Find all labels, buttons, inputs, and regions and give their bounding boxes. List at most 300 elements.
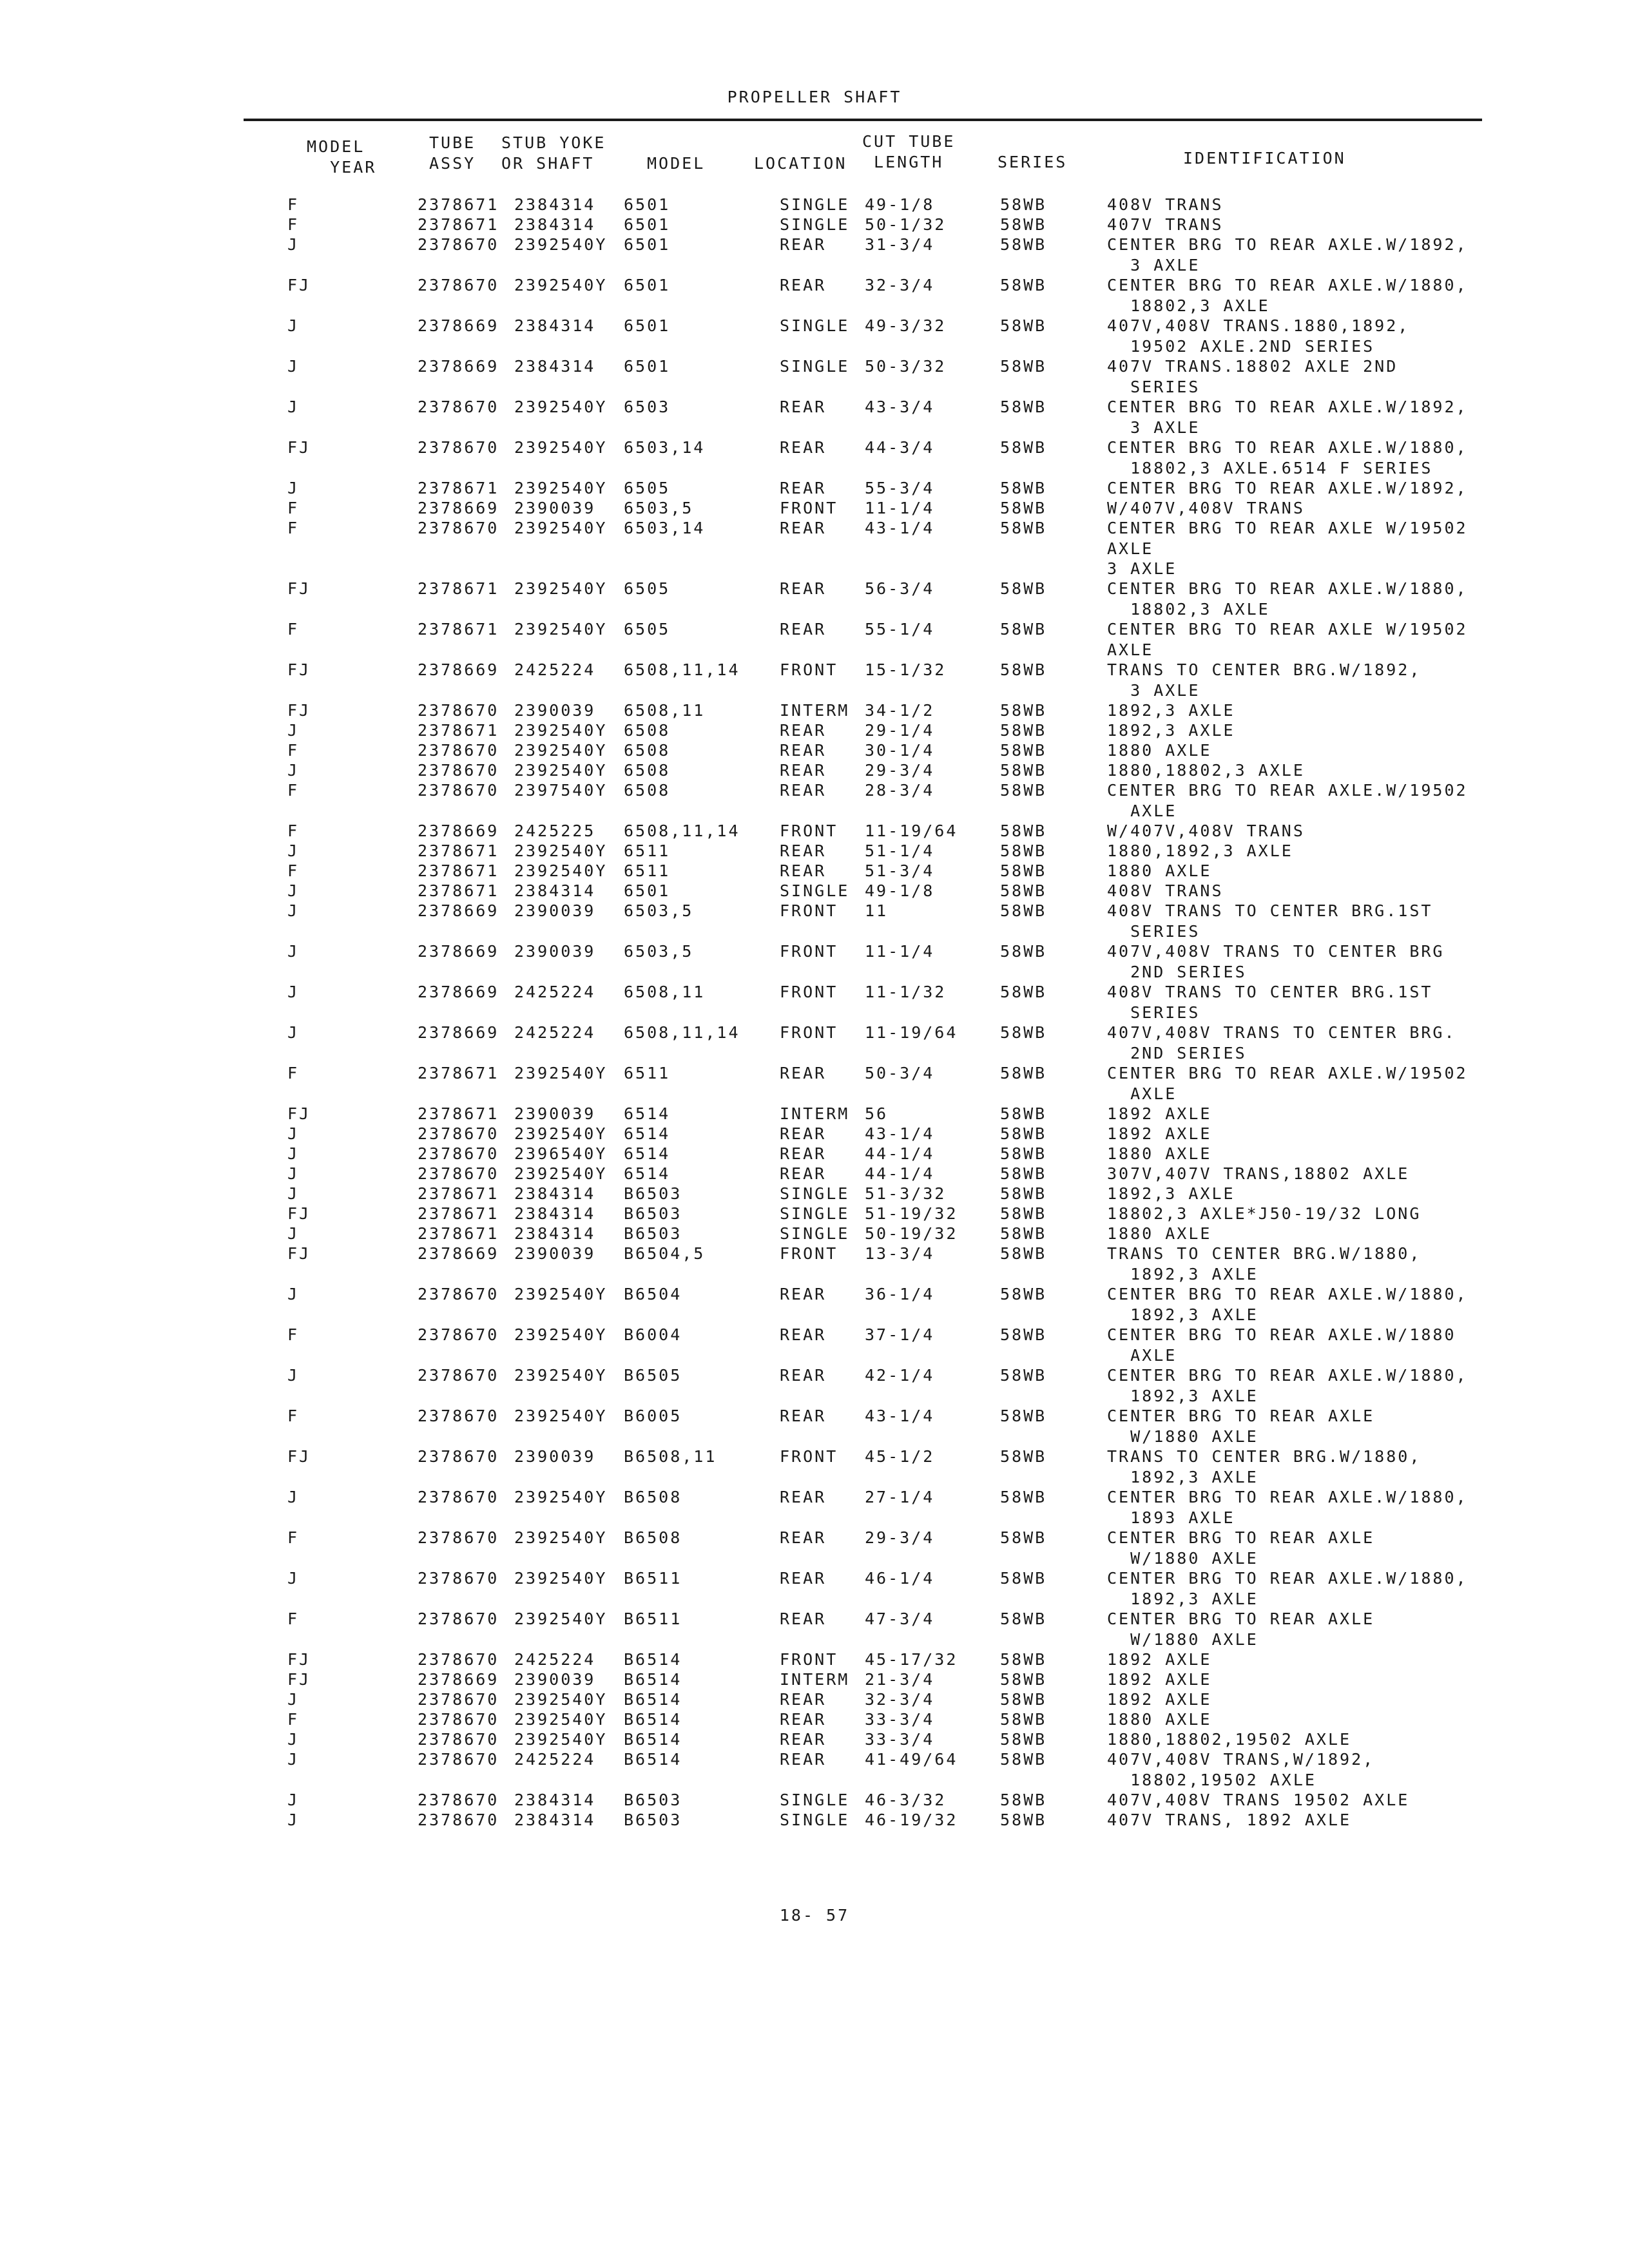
cell-series: 58WB <box>1000 1791 1047 1809</box>
cell-stub-yoke: 2392540Y <box>514 1325 608 1344</box>
cell-cut-length: 42-1/4 <box>865 1366 935 1385</box>
cell-model-year: F <box>287 195 300 214</box>
cell-identification: CENTER BRG TO REAR AXLE.W/1880 AXLE <box>1107 1325 1456 1365</box>
cell-model-year: J <box>287 901 300 920</box>
cell-location: REAR <box>780 1710 827 1729</box>
cell-tube-assy: 2378671 <box>418 215 499 234</box>
cell-model-year: J <box>287 1811 300 1829</box>
cell-model-year: F <box>287 1325 300 1344</box>
cell-model-year: FJ <box>287 1650 311 1669</box>
cell-series: 58WB <box>1000 1366 1047 1385</box>
header-model: MODEL <box>647 154 706 173</box>
cell-series: 58WB <box>1000 438 1047 457</box>
cell-stub-yoke: 2392540Y <box>514 1710 608 1729</box>
cell-model-year: FJ <box>287 701 311 720</box>
cell-model-year: J <box>287 1730 300 1749</box>
cell-identification: 1880,18802,3 AXLE <box>1107 761 1305 780</box>
cell-model: 6508,11 <box>624 701 706 720</box>
cell-tube-assy: 2378671 <box>418 479 499 497</box>
cell-cut-length: 46-3/32 <box>865 1791 947 1809</box>
cell-location: REAR <box>780 398 827 416</box>
cell-cut-length: 41-49/64 <box>865 1750 958 1769</box>
cell-series: 58WB <box>1000 499 1047 517</box>
cell-tube-assy: 2378671 <box>418 861 499 880</box>
cell-stub-yoke: 2425225 <box>514 822 596 840</box>
cell-series: 58WB <box>1000 1224 1047 1243</box>
cell-stub-yoke: 2392540Y <box>514 1124 608 1143</box>
cell-cut-length: 21-3/4 <box>865 1670 935 1689</box>
cell-stub-yoke: 2396540Y <box>514 1144 608 1163</box>
cell-cut-length: 55-3/4 <box>865 479 935 497</box>
cell-tube-assy: 2378669 <box>418 942 499 961</box>
cell-identification: 1880 AXLE <box>1107 1710 1212 1729</box>
cell-cut-length: 11 <box>865 901 889 920</box>
cell-cut-length: 33-3/4 <box>865 1730 935 1749</box>
cell-location: SINGLE <box>780 1224 850 1243</box>
cell-model: 6514 <box>624 1164 671 1183</box>
cell-cut-length: 49-3/32 <box>865 316 947 335</box>
cell-series: 58WB <box>1000 1184 1047 1203</box>
header-stub-yoke: STUB YOKE OR SHAFT <box>501 133 606 173</box>
cell-series: 58WB <box>1000 881 1047 900</box>
cell-stub-yoke: 2425224 <box>514 983 596 1001</box>
cell-identification: 407V,408V TRANS.1880,1892, 19502 AXLE.2ND SERIES <box>1107 316 1410 356</box>
cell-series: 58WB <box>1000 983 1047 1001</box>
cell-tube-assy: 2378670 <box>418 1569 499 1588</box>
cell-series: 58WB <box>1000 1244 1047 1263</box>
cell-identification: CENTER BRG TO REAR AXLE.W/1892, 3 AXLE <box>1107 398 1468 437</box>
cell-identification: 407V,408V TRANS TO CENTER BRG 2ND SERIES <box>1107 942 1445 981</box>
cell-identification: 18802,3 AXLE*J50-19/32 LONG <box>1107 1204 1422 1223</box>
cell-location: INTERM <box>780 1104 850 1123</box>
cell-series: 58WB <box>1000 1811 1047 1829</box>
cell-model: 6508,11 <box>624 983 706 1001</box>
cell-stub-yoke: 2425224 <box>514 1750 596 1769</box>
cell-model-year: F <box>287 1064 300 1082</box>
cell-tube-assy: 2378670 <box>418 1750 499 1769</box>
cell-series: 58WB <box>1000 1064 1047 1082</box>
cell-cut-length: 29-1/4 <box>865 721 935 740</box>
cell-identification: CENTER BRG TO REAR AXLE.W/1880, 1893 AXLE <box>1107 1488 1468 1527</box>
cell-identification: CENTER BRG TO REAR AXLE W/1880 AXLE <box>1107 1407 1375 1446</box>
cell-tube-assy: 2378670 <box>418 1730 499 1749</box>
cell-stub-yoke: 2392540Y <box>514 579 608 598</box>
cell-identification: TRANS TO CENTER BRG.W/1880, 1892,3 AXLE <box>1107 1244 1422 1283</box>
cell-tube-assy: 2378669 <box>418 1244 499 1263</box>
cell-tube-assy: 2378669 <box>418 901 499 920</box>
cell-model: B6504,5 <box>624 1244 706 1263</box>
cell-tube-assy: 2378670 <box>418 1164 499 1183</box>
cell-identification: 407V TRANS <box>1107 215 1224 234</box>
cell-tube-assy: 2378670 <box>418 1710 499 1729</box>
cell-series: 58WB <box>1000 781 1047 800</box>
cell-series: 58WB <box>1000 1023 1047 1042</box>
cell-stub-yoke: 2390039 <box>514 1670 596 1689</box>
cell-model: B6005 <box>624 1407 682 1425</box>
cell-tube-assy: 2378669 <box>418 983 499 1001</box>
cell-model: B6511 <box>624 1610 682 1628</box>
cell-cut-length: 47-3/4 <box>865 1610 935 1628</box>
cell-stub-yoke: 2392540Y <box>514 841 608 860</box>
cell-model-year: J <box>287 1569 300 1588</box>
cell-location: REAR <box>780 1690 827 1709</box>
cell-model-year: F <box>287 1407 300 1425</box>
cell-series: 58WB <box>1000 822 1047 840</box>
cell-series: 58WB <box>1000 316 1047 335</box>
cell-cut-length: 51-19/32 <box>865 1204 958 1223</box>
cell-model: 6508 <box>624 781 671 800</box>
cell-series: 58WB <box>1000 235 1047 254</box>
cell-cut-length: 15-1/32 <box>865 660 947 679</box>
cell-location: FRONT <box>780 983 838 1001</box>
cell-location: REAR <box>780 781 827 800</box>
cell-tube-assy: 2378670 <box>418 1325 499 1344</box>
cell-stub-yoke: 2392540Y <box>514 721 608 740</box>
cell-model-year: F <box>287 1528 300 1547</box>
header-model-year: MODEL YEAR <box>307 137 377 177</box>
cell-stub-yoke: 2392540Y <box>514 620 608 639</box>
cell-series: 58WB <box>1000 398 1047 416</box>
cell-identification: CENTER BRG TO REAR AXLE.W/1880, 1892,3 AXLE <box>1107 1569 1468 1608</box>
cell-identification: CENTER BRG TO REAR AXLE.W/19502 AXLE <box>1107 781 1468 820</box>
cell-identification: 1892 AXLE <box>1107 1690 1212 1709</box>
cell-identification: CENTER BRG TO REAR AXLE W/1880 AXLE <box>1107 1528 1375 1568</box>
cell-identification: CENTER BRG TO REAR AXLE.W/1880, 1892,3 AXLE <box>1107 1285 1468 1324</box>
cell-tube-assy: 2378671 <box>418 1224 499 1243</box>
cell-model: B6511 <box>624 1569 682 1588</box>
cell-model: B6503 <box>624 1811 682 1829</box>
cell-location: FRONT <box>780 1244 838 1263</box>
cell-identification: 1880 AXLE <box>1107 1144 1212 1163</box>
cell-model-year: F <box>287 781 300 800</box>
cell-series: 58WB <box>1000 519 1047 537</box>
cell-series: 58WB <box>1000 579 1047 598</box>
cell-model: 6508 <box>624 721 671 740</box>
cell-series: 58WB <box>1000 841 1047 860</box>
cell-identification: 407V TRANS, 1892 AXLE <box>1107 1811 1352 1829</box>
cell-tube-assy: 2378669 <box>418 1670 499 1689</box>
cell-series: 58WB <box>1000 701 1047 720</box>
cell-location: REAR <box>780 620 827 639</box>
cell-location: FRONT <box>780 660 838 679</box>
cell-stub-yoke: 2390039 <box>514 942 596 961</box>
cell-location: REAR <box>780 741 827 760</box>
cell-model: 6508 <box>624 761 671 780</box>
cell-cut-length: 11-19/64 <box>865 822 958 840</box>
cell-tube-assy: 2378671 <box>418 620 499 639</box>
cell-series: 58WB <box>1000 942 1047 961</box>
cell-model: B6504 <box>624 1285 682 1303</box>
cell-identification: TRANS TO CENTER BRG.W/1880, 1892,3 AXLE <box>1107 1447 1422 1486</box>
cell-tube-assy: 2378670 <box>418 519 499 537</box>
cell-series: 58WB <box>1000 660 1047 679</box>
cell-location: SINGLE <box>780 1184 850 1203</box>
cell-stub-yoke: 2384314 <box>514 316 596 335</box>
cell-tube-assy: 2378669 <box>418 316 499 335</box>
cell-cut-length: 32-3/4 <box>865 1690 935 1709</box>
cell-location: FRONT <box>780 901 838 920</box>
cell-location: REAR <box>780 841 827 860</box>
cell-tube-assy: 2378670 <box>418 701 499 720</box>
cell-stub-yoke: 2384314 <box>514 357 596 376</box>
cell-cut-length: 44-3/4 <box>865 438 935 457</box>
cell-identification: 1880,1892,3 AXLE <box>1107 841 1293 860</box>
cell-cut-length: 29-3/4 <box>865 761 935 780</box>
cell-location: INTERM <box>780 701 850 720</box>
cell-model-year: F <box>287 215 300 234</box>
cell-series: 58WB <box>1000 721 1047 740</box>
cell-location: SINGLE <box>780 1791 850 1809</box>
cell-cut-length: 49-1/8 <box>865 881 935 900</box>
cell-location: REAR <box>780 1488 827 1506</box>
cell-series: 58WB <box>1000 761 1047 780</box>
cell-identification: W/407V,408V TRANS <box>1107 822 1305 840</box>
cell-identification: CENTER BRG TO REAR AXLE.W/1880, 1892,3 AXLE <box>1107 1366 1468 1405</box>
cell-tube-assy: 2378670 <box>418 235 499 254</box>
cell-series: 58WB <box>1000 276 1047 294</box>
cell-stub-yoke: 2392540Y <box>514 1064 608 1082</box>
cell-cut-length: 43-3/4 <box>865 398 935 416</box>
cell-model: 6508,11,14 <box>624 1023 740 1042</box>
cell-stub-yoke: 2392540Y <box>514 438 608 457</box>
cell-stub-yoke: 2425224 <box>514 1650 596 1669</box>
cell-tube-assy: 2378670 <box>418 1811 499 1829</box>
cell-model-year: J <box>287 881 300 900</box>
cell-cut-length: 45-17/32 <box>865 1650 958 1669</box>
cell-model-year: J <box>287 479 300 497</box>
cell-model-year: F <box>287 741 300 760</box>
cell-stub-yoke: 2392540Y <box>514 479 608 497</box>
cell-cut-length: 34-1/2 <box>865 701 935 720</box>
cell-stub-yoke: 2392540Y <box>514 1285 608 1303</box>
cell-model-year: J <box>287 1023 300 1042</box>
cell-identification: 1880,18802,19502 AXLE <box>1107 1730 1352 1749</box>
cell-identification: CENTER BRG TO REAR AXLE.W/1880, 18802,3 AXLE <box>1107 276 1468 315</box>
cell-location: REAR <box>780 1325 827 1344</box>
cell-location: REAR <box>780 438 827 457</box>
cell-stub-yoke: 2392540Y <box>514 861 608 880</box>
cell-stub-yoke: 2390039 <box>514 1447 596 1466</box>
header-cut-tube-length: CUT TUBE LENGTH <box>862 132 956 171</box>
cell-stub-yoke: 2384314 <box>514 195 596 214</box>
cell-cut-length: 51-3/4 <box>865 861 935 880</box>
cell-series: 58WB <box>1000 861 1047 880</box>
cell-tube-assy: 2378669 <box>418 660 499 679</box>
cell-tube-assy: 2378671 <box>418 1184 499 1203</box>
header-identification: IDENTIFICATION <box>1183 149 1346 168</box>
cell-model-year: F <box>287 620 300 639</box>
cell-tube-assy: 2378670 <box>418 1488 499 1506</box>
cell-tube-assy: 2378671 <box>418 881 499 900</box>
cell-location: SINGLE <box>780 195 850 214</box>
cell-cut-length: 11-1/4 <box>865 499 935 517</box>
cell-series: 58WB <box>1000 1407 1047 1425</box>
cell-model: 6503 <box>624 398 671 416</box>
cell-model-year: FJ <box>287 1447 311 1466</box>
cell-cut-length: 55-1/4 <box>865 620 935 639</box>
cell-location: SINGLE <box>780 1811 850 1829</box>
cell-series: 58WB <box>1000 1710 1047 1729</box>
cell-location: FRONT <box>780 1650 838 1669</box>
cell-location: REAR <box>780 1407 827 1425</box>
cell-tube-assy: 2378669 <box>418 822 499 840</box>
cell-location: INTERM <box>780 1670 850 1689</box>
cell-cut-length: 36-1/4 <box>865 1285 935 1303</box>
cell-model: 6503,14 <box>624 519 706 537</box>
cell-model: 6503,5 <box>624 942 694 961</box>
cell-model-year: FJ <box>287 276 311 294</box>
cell-location: REAR <box>780 1730 827 1749</box>
cell-model: B6514 <box>624 1670 682 1689</box>
cell-stub-yoke: 2397540Y <box>514 781 608 800</box>
cell-cut-length: 46-1/4 <box>865 1569 935 1588</box>
cell-model: B6508,11 <box>624 1447 717 1466</box>
cell-series: 58WB <box>1000 1670 1047 1689</box>
cell-model: 6505 <box>624 479 671 497</box>
cell-model: 6503,14 <box>624 438 706 457</box>
cell-model-year: J <box>287 1124 300 1143</box>
cell-location: REAR <box>780 1366 827 1385</box>
cell-location: REAR <box>780 1144 827 1163</box>
cell-model: B6508 <box>624 1528 682 1547</box>
cell-location: REAR <box>780 1064 827 1082</box>
cell-identification: 1892 AXLE <box>1107 1650 1212 1669</box>
cell-tube-assy: 2378671 <box>418 579 499 598</box>
cell-series: 58WB <box>1000 1730 1047 1749</box>
cell-tube-assy: 2378670 <box>418 1366 499 1385</box>
cell-cut-length: 30-1/4 <box>865 741 935 760</box>
cell-model-year: J <box>287 1366 300 1385</box>
cell-identification: CENTER BRG TO REAR AXLE W/19502 AXLE <box>1107 620 1468 659</box>
cell-cut-length: 43-1/4 <box>865 519 935 537</box>
cell-identification: 408V TRANS TO CENTER BRG.1ST SERIES <box>1107 983 1433 1022</box>
header-series: SERIES <box>998 153 1068 171</box>
cell-series: 58WB <box>1000 1204 1047 1223</box>
cell-cut-length: 44-1/4 <box>865 1144 935 1163</box>
cell-cut-length: 32-3/4 <box>865 276 935 294</box>
cell-location: REAR <box>780 235 827 254</box>
cell-tube-assy: 2378671 <box>418 1204 499 1223</box>
cell-model: 6501 <box>624 215 671 234</box>
cell-stub-yoke: 2384314 <box>514 215 596 234</box>
header-tube-assy: TUBE ASSY <box>429 133 476 173</box>
cell-cut-length: 11-1/32 <box>865 983 947 1001</box>
cell-stub-yoke: 2392540Y <box>514 1164 608 1183</box>
cell-cut-length: 37-1/4 <box>865 1325 935 1344</box>
cell-cut-length: 50-19/32 <box>865 1224 958 1243</box>
cell-series: 58WB <box>1000 195 1047 214</box>
cell-tube-assy: 2378669 <box>418 1023 499 1042</box>
cell-stub-yoke: 2392540Y <box>514 1488 608 1506</box>
cell-location: REAR <box>780 276 827 294</box>
cell-series: 58WB <box>1000 1325 1047 1344</box>
cell-series: 58WB <box>1000 357 1047 376</box>
cell-model-year: J <box>287 1488 300 1506</box>
cell-series: 58WB <box>1000 1528 1047 1547</box>
cell-stub-yoke: 2390039 <box>514 499 596 517</box>
cell-tube-assy: 2378669 <box>418 499 499 517</box>
cell-model: 6501 <box>624 235 671 254</box>
cell-series: 58WB <box>1000 1690 1047 1709</box>
cell-model: 6511 <box>624 841 671 860</box>
cell-model: 6508,11,14 <box>624 822 740 840</box>
cell-identification: 407V,408V TRANS,W/1892, 18802,19502 AXLE <box>1107 1750 1375 1789</box>
cell-model: B6514 <box>624 1650 682 1669</box>
cell-series: 58WB <box>1000 1610 1047 1628</box>
cell-tube-assy: 2378670 <box>418 438 499 457</box>
cell-identification: 1880 AXLE <box>1107 741 1212 760</box>
cell-model: B6503 <box>624 1204 682 1223</box>
cell-cut-length: 27-1/4 <box>865 1488 935 1506</box>
cell-identification: 408V TRANS <box>1107 195 1224 214</box>
cell-identification: 307V,407V TRANS,18802 AXLE <box>1107 1164 1410 1183</box>
cell-model-year: J <box>287 235 300 254</box>
cell-stub-yoke: 2390039 <box>514 1244 596 1263</box>
cell-series: 58WB <box>1000 741 1047 760</box>
cell-model: 6503,5 <box>624 499 694 517</box>
cell-model: 6501 <box>624 276 671 294</box>
cell-identification: CENTER BRG TO REAR AXLE.W/1880, 18802,3 AXLE.6514 F SERIES <box>1107 438 1468 477</box>
cell-tube-assy: 2378671 <box>418 841 499 860</box>
cell-tube-assy: 2378671 <box>418 1064 499 1082</box>
cell-model-year: J <box>287 1164 300 1183</box>
cell-model-year: F <box>287 822 300 840</box>
cell-tube-assy: 2378671 <box>418 1104 499 1123</box>
cell-series: 58WB <box>1000 1650 1047 1669</box>
cell-model: B6004 <box>624 1325 682 1344</box>
cell-model-year: J <box>287 398 300 416</box>
cell-identification: 1892 AXLE <box>1107 1104 1212 1123</box>
cell-identification: 407V,408V TRANS 19502 AXLE <box>1107 1791 1410 1809</box>
cell-model-year: J <box>287 942 300 961</box>
cell-location: REAR <box>780 579 827 598</box>
cell-cut-length: 51-3/32 <box>865 1184 947 1203</box>
cell-identification: 408V TRANS TO CENTER BRG.1ST SERIES <box>1107 901 1433 941</box>
cell-location: FRONT <box>780 942 838 961</box>
cell-model-year: J <box>287 761 300 780</box>
cell-model: 6514 <box>624 1124 671 1143</box>
cell-model: 6501 <box>624 195 671 214</box>
cell-identification: CENTER BRG TO REAR AXLE W/1880 AXLE <box>1107 1610 1375 1649</box>
cell-model: B6514 <box>624 1730 682 1749</box>
cell-location: SINGLE <box>780 316 850 335</box>
cell-location: REAR <box>780 861 827 880</box>
cell-cut-length: 44-1/4 <box>865 1164 935 1183</box>
cell-cut-length: 31-3/4 <box>865 235 935 254</box>
cell-cut-length: 50-3/4 <box>865 1064 935 1082</box>
cell-tube-assy: 2378670 <box>418 1610 499 1628</box>
cell-model: 6511 <box>624 861 671 880</box>
cell-tube-assy: 2378670 <box>418 741 499 760</box>
cell-series: 58WB <box>1000 1447 1047 1466</box>
cell-stub-yoke: 2390039 <box>514 901 596 920</box>
cell-model-year: F <box>287 861 300 880</box>
cell-cut-length: 43-1/4 <box>865 1407 935 1425</box>
cell-model-year: J <box>287 1285 300 1303</box>
cell-cut-length: 50-1/32 <box>865 215 947 234</box>
cell-model-year: F <box>287 1610 300 1628</box>
cell-stub-yoke: 2384314 <box>514 1204 596 1223</box>
cell-cut-length: 45-1/2 <box>865 1447 935 1466</box>
cell-model: 6505 <box>624 620 671 639</box>
cell-tube-assy: 2378670 <box>418 1124 499 1143</box>
cell-stub-yoke: 2392540Y <box>514 1366 608 1385</box>
cell-identification: W/407V,408V TRANS <box>1107 499 1305 517</box>
cell-tube-assy: 2378670 <box>418 1144 499 1163</box>
cell-tube-assy: 2378670 <box>418 1407 499 1425</box>
cell-location: REAR <box>780 1124 827 1143</box>
cell-series: 58WB <box>1000 1285 1047 1303</box>
